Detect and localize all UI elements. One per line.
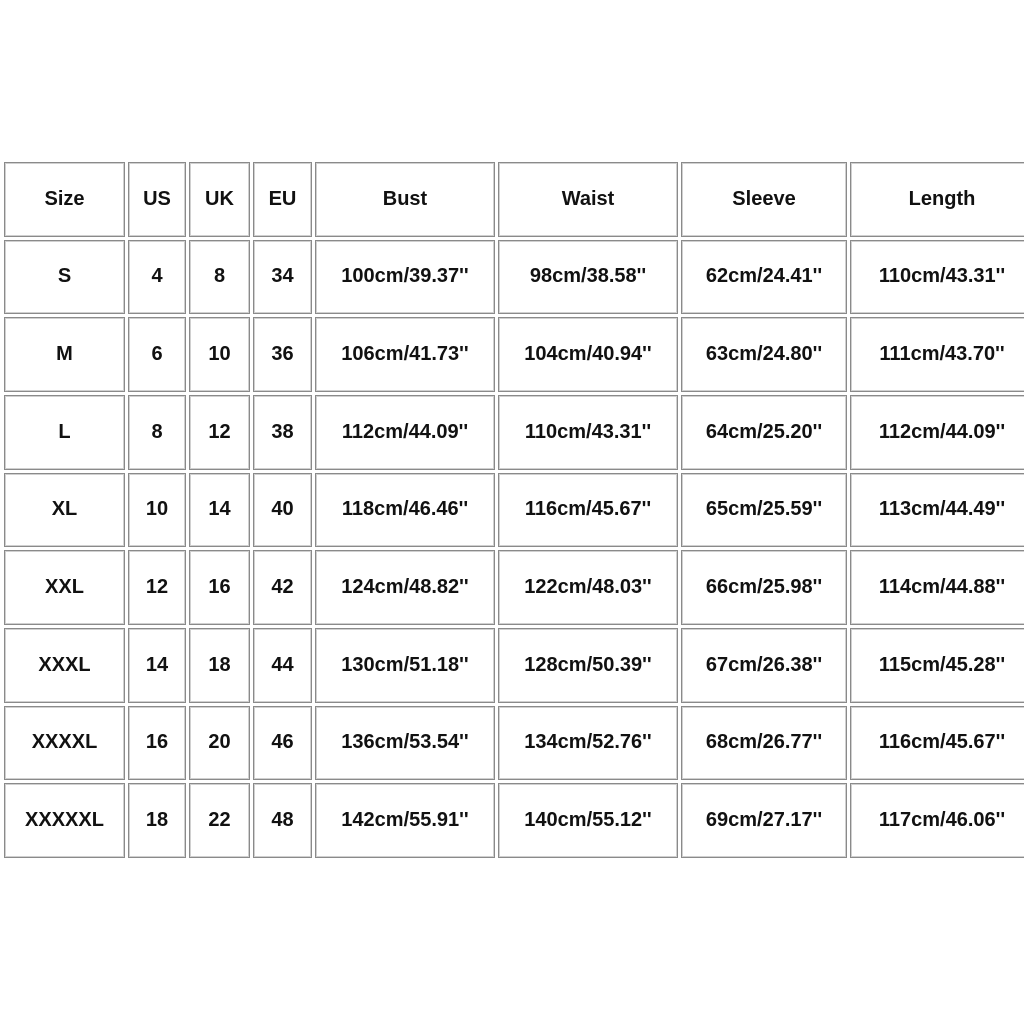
us-cell: 10 (128, 473, 186, 548)
sleeve-cell: 69cm/27.17'' (681, 783, 847, 858)
sleeve-cell: 63cm/24.80'' (681, 317, 847, 392)
us-cell: 4 (128, 240, 186, 315)
eu-cell: 46 (253, 706, 312, 781)
waist-cell: 128cm/50.39'' (498, 628, 678, 703)
header-cell-eu: EU (253, 162, 312, 237)
uk-cell: 14 (189, 473, 250, 548)
uk-cell: 16 (189, 550, 250, 625)
length-cell: 116cm/45.67'' (850, 706, 1024, 781)
waist-cell: 134cm/52.76'' (498, 706, 678, 781)
header-cell-size: Size (4, 162, 125, 237)
waist-cell: 98cm/38.58'' (498, 240, 678, 315)
header-cell-waist: Waist (498, 162, 678, 237)
bust-cell: 124cm/48.82'' (315, 550, 495, 625)
waist-cell: 140cm/55.12'' (498, 783, 678, 858)
length-cell: 112cm/44.09'' (850, 395, 1024, 470)
sleeve-cell: 62cm/24.41'' (681, 240, 847, 315)
bust-cell: 130cm/51.18'' (315, 628, 495, 703)
uk-cell: 8 (189, 240, 250, 315)
sleeve-cell: 68cm/26.77'' (681, 706, 847, 781)
length-cell: 110cm/43.31'' (850, 240, 1024, 315)
length-cell: 111cm/43.70'' (850, 317, 1024, 392)
length-cell: 117cm/46.06'' (850, 783, 1024, 858)
header-cell-sleeve: Sleeve (681, 162, 847, 237)
length-cell: 115cm/45.28'' (850, 628, 1024, 703)
sleeve-cell: 65cm/25.59'' (681, 473, 847, 548)
eu-cell: 36 (253, 317, 312, 392)
uk-cell: 22 (189, 783, 250, 858)
waist-cell: 110cm/43.31'' (498, 395, 678, 470)
size-cell: XL (4, 473, 125, 548)
sleeve-cell: 67cm/26.38'' (681, 628, 847, 703)
size-chart-table (4, 162, 1022, 858)
us-cell: 18 (128, 783, 186, 858)
sleeve-cell: 64cm/25.20'' (681, 395, 847, 470)
eu-cell: 48 (253, 783, 312, 858)
uk-cell: 18 (189, 628, 250, 703)
bust-cell: 112cm/44.09'' (315, 395, 495, 470)
eu-cell: 34 (253, 240, 312, 315)
uk-cell: 10 (189, 317, 250, 392)
bust-cell: 100cm/39.37'' (315, 240, 495, 315)
size-cell: M (4, 317, 125, 392)
header-cell-length: Length (850, 162, 1024, 237)
eu-cell: 42 (253, 550, 312, 625)
us-cell: 16 (128, 706, 186, 781)
bust-cell: 136cm/53.54'' (315, 706, 495, 781)
us-cell: 6 (128, 317, 186, 392)
waist-cell: 104cm/40.94'' (498, 317, 678, 392)
waist-cell: 122cm/48.03'' (498, 550, 678, 625)
eu-cell: 38 (253, 395, 312, 470)
size-cell: XXXL (4, 628, 125, 703)
length-cell: 113cm/44.49'' (850, 473, 1024, 548)
bust-cell: 118cm/46.46'' (315, 473, 495, 548)
size-cell: XXXXL (4, 706, 125, 781)
size-cell: L (4, 395, 125, 470)
sleeve-cell: 66cm/25.98'' (681, 550, 847, 625)
us-cell: 8 (128, 395, 186, 470)
bust-cell: 142cm/55.91'' (315, 783, 495, 858)
bust-cell: 106cm/41.73'' (315, 317, 495, 392)
length-cell: 114cm/44.88'' (850, 550, 1024, 625)
size-cell: XXXXXL (4, 783, 125, 858)
uk-cell: 20 (189, 706, 250, 781)
us-cell: 14 (128, 628, 186, 703)
size-cell: XXL (4, 550, 125, 625)
eu-cell: 40 (253, 473, 312, 548)
header-cell-bust: Bust (315, 162, 495, 237)
us-cell: 12 (128, 550, 186, 625)
header-cell-uk: UK (189, 162, 250, 237)
header-cell-us: US (128, 162, 186, 237)
uk-cell: 12 (189, 395, 250, 470)
waist-cell: 116cm/45.67'' (498, 473, 678, 548)
size-cell: S (4, 240, 125, 315)
eu-cell: 44 (253, 628, 312, 703)
